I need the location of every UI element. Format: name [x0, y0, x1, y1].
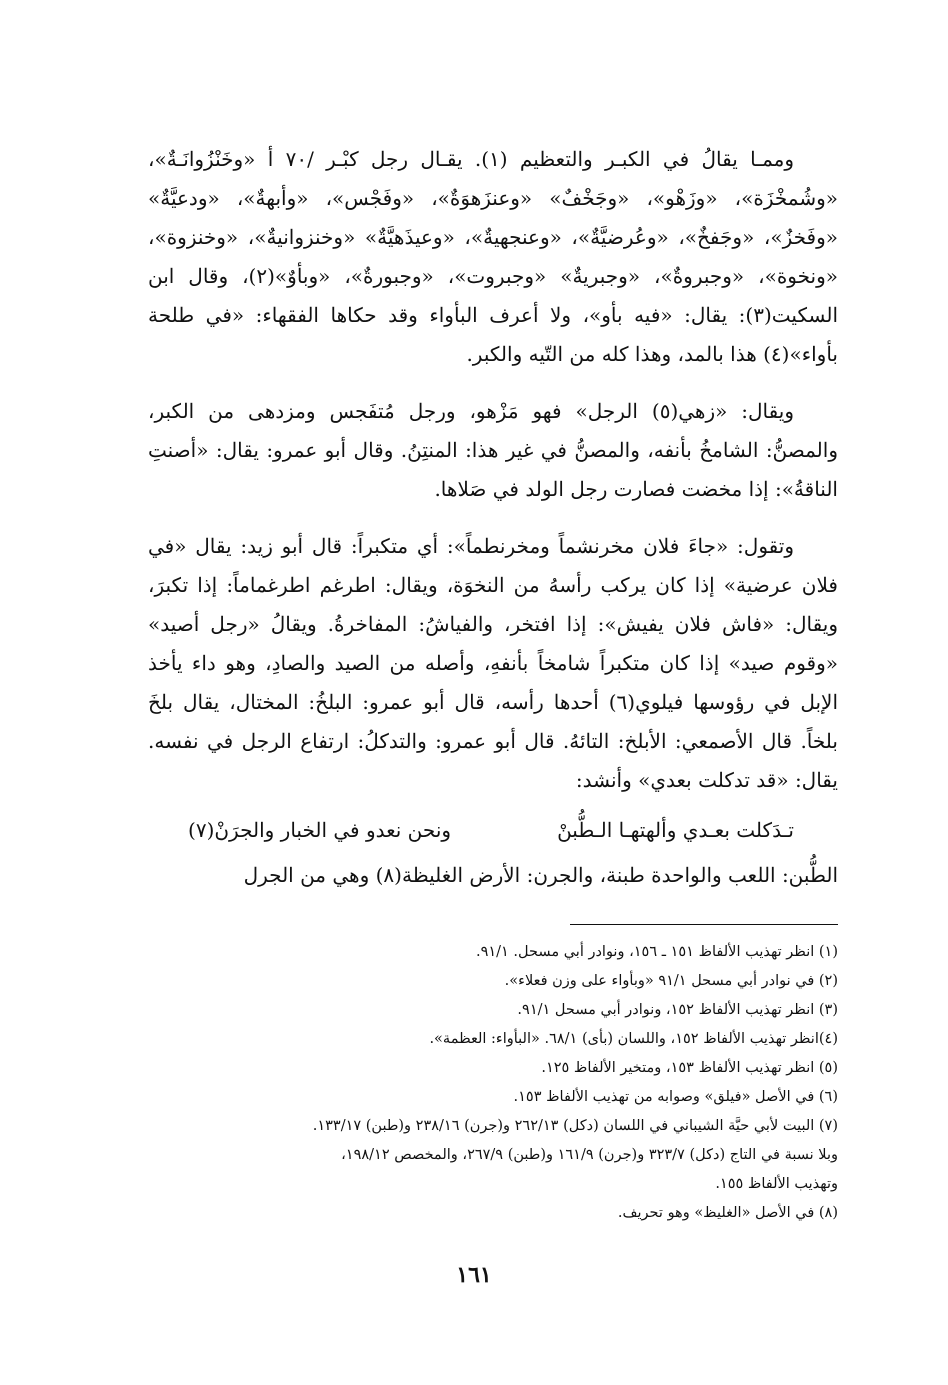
footnote-8: (٨) في الأصل «الغليظ» وهو تحريف.	[617, 1205, 838, 1221]
footnote-3: (٣) انظر تهذيب الألفاظ ١٥٢، ونوادر أبي مسحل ٩١/١.	[517, 1002, 838, 1018]
poem-verse	[148, 810, 838, 850]
footnote-7-continued: وتهذيب الألفاظ ١٥٥.	[715, 1176, 838, 1192]
page-number: ١٦١	[456, 1262, 492, 1288]
footnote-4: (٤)انظر تهذيب الألفاظ ١٥٢، واللسان (بأى) ٦٨/١. «البأواء: العظمة».	[429, 1031, 838, 1047]
footnote-7-continued: وبلا نسبة في التاج (دكل) ٣٢٣/٧ و(جرن) ١٦١/٩ و(طبن) ٢٦٧/٩، والمخصص ١٩٨/١٢،	[341, 1147, 838, 1163]
footnotes	[98, 938, 838, 1228]
main-text	[148, 140, 838, 895]
footnote-6: (٦) في الأصل «فيلق» وصوابه من تهذيب الألفاظ ١٥٣.	[513, 1089, 838, 1105]
verse-second-hemistich: ونحن نعدو في الخبار والجرَنْ(٧)	[188, 818, 452, 842]
footnote-2: (٢) في نوادر أبي مسحل ٩١/١ «وبأواء على وزن فعلاء».	[504, 973, 838, 989]
footnote-7: (٧) البيت لأبي حيَّة الشيباني في اللسان (دكل) ٢٦٢/١٣ و(جرن) ٢٣٨/١٦ و(طبن) ١٣٣/١٧.	[312, 1118, 838, 1134]
footnote-separator	[570, 924, 838, 925]
paragraph-3: وتقول: «جاءَ فلان مخرنشماً ومخرنطماً»: أي متكبراً: قال أبو زيد: يقال «في فلان عرضية» إذا كان يركب رأسهُ من النخوَة، ويقال: اطرغم اطرغماماً: إذا تكبرَ، ويقال: «فاش فلان يفيش»: إذا افتخر، والفياشُ: المفاخرةُ. ويقالُ «رجل أصيد» «وقوم صيد» إذا كان متكبراً شامخاً بأنفهِ، وأصله من الصيد والصادِ، وهو داء يأخذ الإبل في رؤوسها فيلوي(٦) أحدها رأسه، قال أبو عمرو: البلخُ: المختال، يقال بلخَ بلخاً. قال الأصمعي: الأبلخ: التائهُ. قال أبو عمرو: والتدكلُ: ارتفاع الرجل في نفسه. يقال: «قد تدكلت بعدي» وأنشد:	[148, 534, 838, 792]
paragraph-4: الطُّبن: اللعب والواحدة طبنة، والجرن: الأرض الغليظة(٨) وهي من الجرل	[243, 863, 838, 887]
footnote-5: (٥) انظر تهذيب الألفاظ ١٥٣، ومتخير الألفاظ ١٢٥.	[541, 1060, 838, 1076]
paragraph-1: وممـا يقالُ في الكبـر والتعظيم (١). يقـال رجل كبْـر /٧٠ أ «وخَنْزُوانَـةٌ»، «وشُمخْزَة»، «وزَهْو»، «وجَخْفٌ» «وعنزَهوَةٌ»، «وفَجْس»، «وأبهةٌ»، «ودعيَّةٌ» «وفَخزٌ»، «وجَفخٌ»، «وعُرضيَّةٌ»، «وعنجهيةٌ»، «وعيذَهيَّةٌ» «وخنزوانيةٌ»، «وخنزوة»، «ونخوة»، «وجبروةٌ»، «وجبريةٌ» «وجبروت»، «وجبورةٌ»، «وبأوٌ»(٢)، وقال ابن السكيت(٣): يقال: «فيه بأو»، ولا أعرف البأواء وقد حكاها الفقهاء: «في طلحة بأواء»(٤) هذا بالمد، وهذا كله من التّيه والكبر.	[148, 147, 838, 366]
paragraph-gap	[148, 374, 838, 392]
verse-first-hemistich: تـدَكلت بعـدي وألهتهـا الـطُّبنْ	[557, 818, 794, 842]
footnote-1: (١) انظر تهذيب الألفاظ ١٥١ ـ ١٥٦، ونوادر أبي مسحل. ٩١/١.	[475, 944, 838, 960]
paragraph-gap	[148, 509, 838, 527]
paragraph-2: ويقال: «زهي(٥) الرجل» فهو مَزْهو، ورجل مُتفَجس ومزدهى من الكبر، والمصنُّ: الشامخُ بأنفه، والمصنُّ في غير هذا: المنتِنُ. وقال أبو عمرو: يقال: «أصنتِ الناقةُ»: إذا مخضت فصارت رجل الولد في صَلاها.	[148, 399, 838, 501]
